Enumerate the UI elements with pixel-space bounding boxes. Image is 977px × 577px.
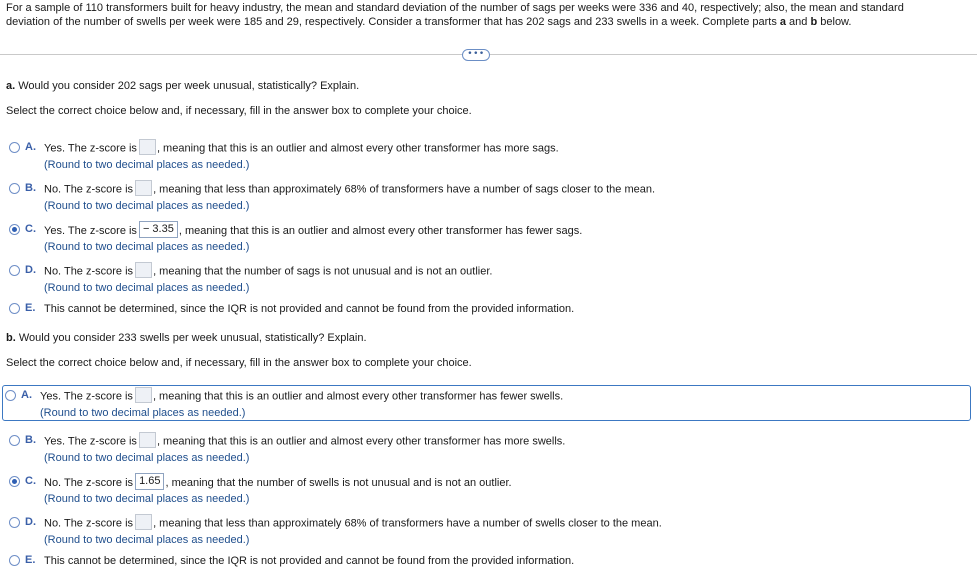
answer-box[interactable] bbox=[135, 262, 152, 278]
option-text: This cannot be determined, since the IQR is not provided and cannot be found from the provided information. bbox=[44, 555, 575, 567]
answer-box[interactable] bbox=[139, 139, 156, 155]
part-b-instruction: Select the correct choice below and, if necessary, fill in the answer box to complete your choice. bbox=[6, 357, 472, 369]
radio-button-selected[interactable] bbox=[9, 224, 20, 235]
problem-line-1: For a sample of 110 transformers built for heavy industry, the mean and standard deviation of the number of sags per weeks were 336 and 40, respectively; also, the mean and standard bbox=[6, 2, 904, 14]
radio-button[interactable] bbox=[9, 517, 20, 528]
part-a-option-b[interactable]: B. No. The z-score is , meaning that less than approximately 68% of transformers have a number of sags closer to the mean. (Round to two decimal places as needed.) bbox=[6, 178, 972, 212]
problem-statement bbox=[6, 1, 966, 29]
round-note: (Round to two decimal places as needed.) bbox=[44, 534, 250, 546]
answer-box[interactable]: − 3.35 bbox=[139, 221, 178, 238]
radio-button[interactable] bbox=[9, 265, 20, 276]
problem-line-2: deviation of the number of swells per week were 185 and 29, respectively. Consider a transformer that has 202 sags and 233 swells in a week. Complete parts a and b below. bbox=[6, 16, 852, 28]
round-note: (Round to two decimal places as needed.) bbox=[44, 159, 250, 171]
part-a-option-c[interactable]: C. Yes. The z-score is − 3.35 , meaning that this is an outlier and almost every other transformer has fewer sags. (Round to two decimal places as needed.) bbox=[6, 219, 972, 253]
radio-button[interactable] bbox=[9, 142, 20, 153]
option-letter: B. bbox=[25, 182, 36, 194]
answer-box[interactable] bbox=[135, 180, 152, 196]
round-note: (Round to two decimal places as needed.) bbox=[40, 407, 246, 419]
option-letter: D. bbox=[25, 516, 36, 528]
radio-button[interactable] bbox=[9, 435, 20, 446]
radio-button[interactable] bbox=[9, 303, 20, 314]
part-a-question: a. Would you consider 202 sags per week unusual, statistically? Explain. bbox=[6, 80, 360, 92]
radio-button[interactable] bbox=[9, 555, 20, 566]
part-b-option-c[interactable]: C. No. The z-score is 1.65 , meaning that the number of swells is not unusual and is not an outlier. (Round to two decimal places as needed.) bbox=[6, 471, 972, 505]
part-b-question: b. Would you consider 233 swells per week unusual, statistically? Explain. bbox=[6, 332, 367, 344]
answer-box[interactable] bbox=[135, 387, 152, 403]
option-letter: C. bbox=[25, 223, 36, 235]
round-note: (Round to two decimal places as needed.) bbox=[44, 241, 250, 253]
part-b-option-d[interactable]: D. No. The z-score is , meaning that less than approximately 68% of transformers have a number of swells closer to the mean. (Round to two decimal places as needed.) bbox=[6, 512, 972, 546]
option-letter: A. bbox=[21, 389, 32, 401]
radio-button-selected[interactable] bbox=[9, 476, 20, 487]
part-b-option-e[interactable] bbox=[6, 550, 972, 568]
round-note: (Round to two decimal places as needed.) bbox=[44, 452, 250, 464]
answer-box[interactable] bbox=[135, 514, 152, 530]
option-letter: E. bbox=[25, 302, 36, 314]
part-b-option-b[interactable]: B. Yes. The z-score is , meaning that this is an outlier and almost every other transformer has more swells. (Round to two decimal places as needed.) bbox=[6, 430, 972, 464]
option-letter: C. bbox=[25, 475, 36, 487]
option-letter: D. bbox=[25, 264, 36, 276]
answer-box[interactable]: 1.65 bbox=[135, 473, 164, 490]
part-a-option-d[interactable]: D. No. The z-score is , meaning that the number of sags is not unusual and is not an outlier. (Round to two decimal places as needed.) bbox=[6, 260, 972, 294]
part-a-option-a[interactable]: A. Yes. The z-score is , meaning that this is an outlier and almost every other transformer has more sags. (Round to two decimal places as needed.) bbox=[6, 137, 972, 171]
answer-box[interactable] bbox=[139, 432, 156, 448]
option-letter: E. bbox=[25, 554, 36, 566]
option-letter: A. bbox=[25, 141, 36, 153]
round-note: (Round to two decimal places as needed.) bbox=[44, 282, 250, 294]
part-a-option-e[interactable] bbox=[6, 298, 972, 316]
round-note: (Round to two decimal places as needed.) bbox=[44, 200, 250, 212]
option-letter: B. bbox=[25, 434, 36, 446]
part-b-option-a[interactable]: A. Yes. The z-score is , meaning that this is an outlier and almost every other transformer has fewer swells. (Round to two decimal places as needed.) bbox=[2, 385, 971, 421]
more-options-button[interactable]: ••• bbox=[462, 49, 490, 61]
radio-button[interactable] bbox=[9, 183, 20, 194]
option-text: This cannot be determined, since the IQR is not provided and cannot be found from the provided information. bbox=[44, 303, 575, 315]
round-note: (Round to two decimal places as needed.) bbox=[44, 493, 250, 505]
part-a-instruction: Select the correct choice below and, if necessary, fill in the answer box to complete your choice. bbox=[6, 105, 472, 117]
radio-button[interactable] bbox=[5, 390, 16, 401]
